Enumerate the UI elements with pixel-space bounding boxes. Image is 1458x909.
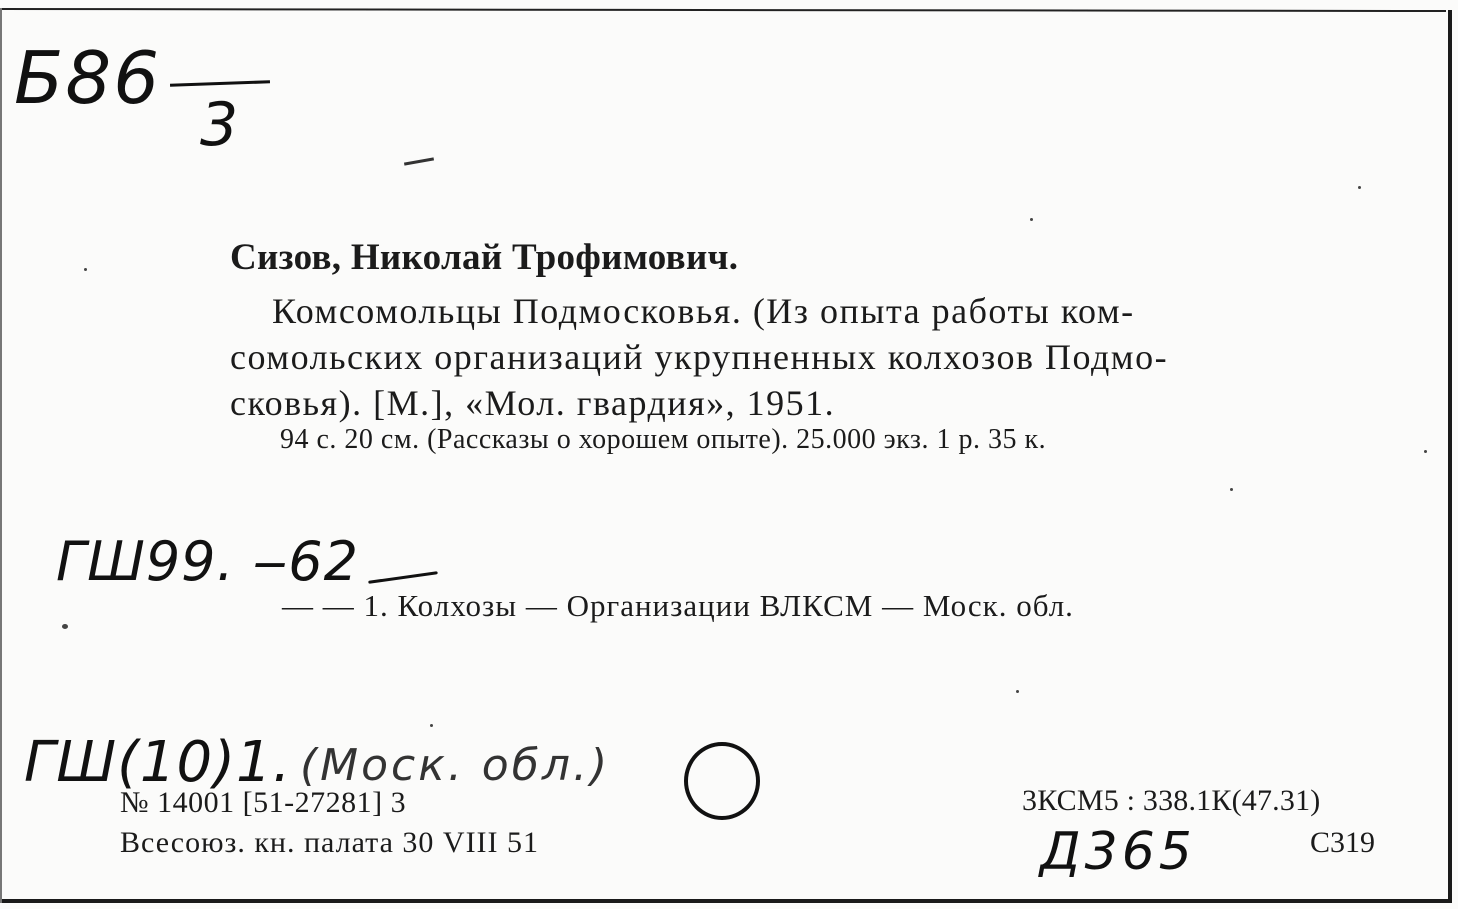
- speck: [1358, 186, 1361, 189]
- handwritten-class-note: ГШ(10)1.: [24, 730, 292, 795]
- title-line-3: сковья). [М.], «Мол. гвардия», 1951.: [230, 383, 836, 423]
- handwritten-underline: [368, 571, 438, 584]
- record-number: № 14001 [51-27281] 3: [120, 786, 407, 819]
- author-sign: С319: [1310, 826, 1376, 859]
- physical-description: 94 с. 20 см. (Рассказы о хорошем опыте). 25.000 экз. 1 р. 35 к.: [280, 424, 1047, 455]
- speck: [430, 724, 433, 727]
- card-border-right: [1448, 10, 1452, 900]
- speck: [62, 624, 68, 629]
- subject-heading: — — 1. Колхозы — Организации ВЛКСМ — Моск. обл.: [282, 588, 1074, 623]
- pencil-mark: [404, 157, 434, 165]
- circle-mark-icon: [684, 742, 760, 820]
- speck: [1230, 488, 1233, 491]
- handwritten-place-note: (Моск. обл.): [300, 740, 611, 791]
- author-heading: Сизов, Николай Трофимович.: [230, 237, 739, 278]
- handwritten-shelfmark-bottom: Д365: [1040, 822, 1196, 882]
- card-border-left: [0, 8, 2, 903]
- speck: [1016, 690, 1019, 693]
- handwritten-shelfmark-sub: 3: [200, 90, 239, 160]
- card-border-top: [0, 8, 1446, 12]
- speck: [1424, 450, 1427, 453]
- title-line-2: сомольских организаций укрупненных колхозов Подмо-: [230, 337, 1169, 377]
- title-line-1: Комсомольцы Подмосковья. (Из опыта работы ком-: [272, 291, 1135, 331]
- card-border-bottom: [0, 899, 1452, 903]
- shelfmark-fraction-line: [170, 80, 270, 86]
- speck: [84, 268, 87, 271]
- book-chamber-imprint: Всесоюз. кн. палата 30 VIII 51: [120, 826, 540, 859]
- handwritten-shelfmark: Б86: [14, 36, 162, 120]
- speck: [1030, 218, 1033, 221]
- handwritten-class-code: ГШ99. ‒62: [56, 530, 359, 593]
- classification-index: 3КСМ5 : 338.1К(47.31): [1022, 784, 1321, 817]
